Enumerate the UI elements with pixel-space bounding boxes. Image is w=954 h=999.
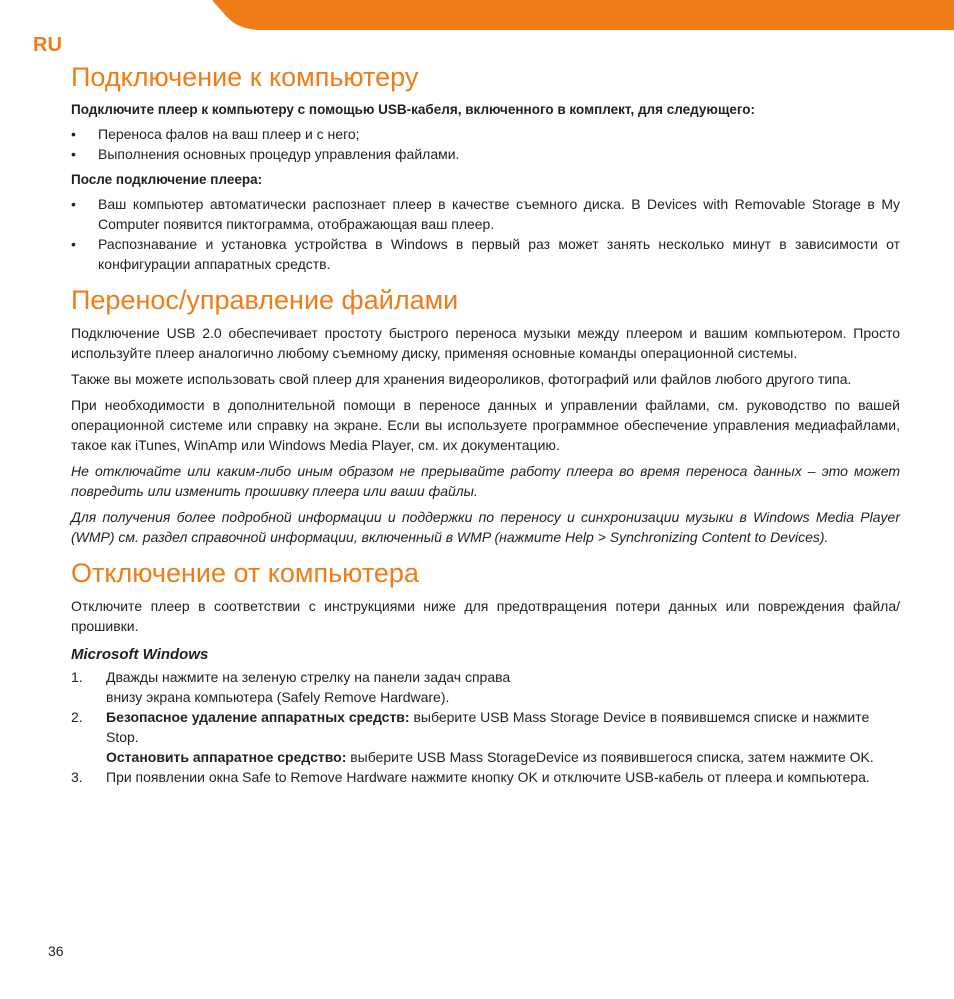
list-item: • Распознавание и установка устройства в Windows в первый раз может занять несколько минут в зависимости от конфигурации аппаратных средств. bbox=[71, 236, 900, 272]
header-decoration bbox=[0, 0, 954, 32]
page-content bbox=[71, 56, 900, 787]
step-number: 2. bbox=[71, 709, 83, 725]
transfer-paragraph: Подключение USB 2.0 обеспечивает простоту быстрого переноса музыки между плеером и вашим компьютером. Просто используйте плеер аналогично любому съемному диску, применяя основные команды операционной системы. bbox=[71, 325, 900, 361]
section-title-transfer: Перенос/управление файлами bbox=[71, 285, 459, 315]
step-number: 1. bbox=[71, 669, 83, 685]
windows-subheading: Microsoft Windows bbox=[71, 646, 209, 663]
transfer-paragraph: Также вы можете использовать свой плеер для хранения видеороликов, фотографий или файлов любого другого типа. bbox=[71, 371, 852, 387]
step-number: 3. bbox=[71, 769, 83, 785]
transfer-paragraph: При необходимости в дополнительной помощи в переносе данных и управлении файлами, см. руководство по вашей операционной системе или справку на экране. Если вы используете программное обеспечение управления медиафайлами, такое как iTunes, WinAmp или Windows Media Player, см. их документацию. bbox=[71, 397, 900, 453]
list-item: • Переноса фалов на ваш плеер и с него; bbox=[71, 126, 360, 142]
wmp-note: Для получения более подробной информации и поддержки по переносу и синхронизации музыки в Windows Media Player (WMP) см. раздел справочной информации, включенный в WMP (нажмите Help > Synchronizing Content to Devices). bbox=[71, 509, 900, 545]
bullet-icon: • bbox=[71, 236, 76, 252]
bullet-icon: • bbox=[71, 126, 76, 142]
list-item: • Выполнения основных процедур управления файлами. bbox=[71, 146, 460, 162]
step-keyword: Остановить аппаратное средство: bbox=[106, 749, 347, 765]
after-connect-title: После подключение плеера: bbox=[71, 172, 263, 187]
step-item: 2. Безопасное удаление аппаратных средств: выберите USB Mass Storage Device в появившемся списке и нажмите Stop. Остановить аппаратное средство: выберите USB Mass StorageDevice из появившегося списка, затем нажмите OK. bbox=[71, 709, 874, 765]
step-item: 3. При появлении окна Safe to Remove Hardware нажмите кнопку OK и отключите USB-кабель от плеера и компьютера. bbox=[71, 769, 870, 785]
list-item: • Ваш компьютер автоматически распознает плеер в качестве съемного диска. В Devices with Removable Storage в My Computer появится пиктограмма, отображающая ваш плеер. bbox=[71, 196, 900, 232]
connect-bullet-list bbox=[71, 124, 900, 164]
warning-note: Не отключайте или каким-либо иным образом не прерывайте работу плеера во время переноса данных – это может повредить или изменить прошивку плеера или ваши файлы. bbox=[71, 463, 900, 499]
bullet-icon: • bbox=[71, 196, 76, 212]
page-number: 36 bbox=[48, 943, 64, 959]
step-keyword: Безопасное удаление аппаратных средств: bbox=[106, 709, 410, 725]
step-item: 1. Дважды нажмите на зеленую стрелку на панели задач справа внизу экрана компьютера (Safely Remove Hardware). bbox=[71, 669, 511, 705]
section-title-connect: Подключение к компьютеру bbox=[71, 62, 419, 92]
after-connect-bullet-list bbox=[71, 194, 900, 274]
disconnect-intro: Отключите плеер в соответствии с инструкциями ниже для предотвращения потери данных или повреждения файла/прошивки. bbox=[71, 598, 900, 634]
bullet-icon: • bbox=[71, 146, 76, 162]
connect-lead: Подключите плеер к компьютеру с помощью USB-кабеля, включенного в комплект, для следующего: bbox=[71, 102, 756, 117]
section-title-disconnect: Отключение от компьютера bbox=[71, 558, 419, 588]
disconnect-steps bbox=[71, 667, 900, 787]
language-label: RU bbox=[33, 34, 62, 56]
